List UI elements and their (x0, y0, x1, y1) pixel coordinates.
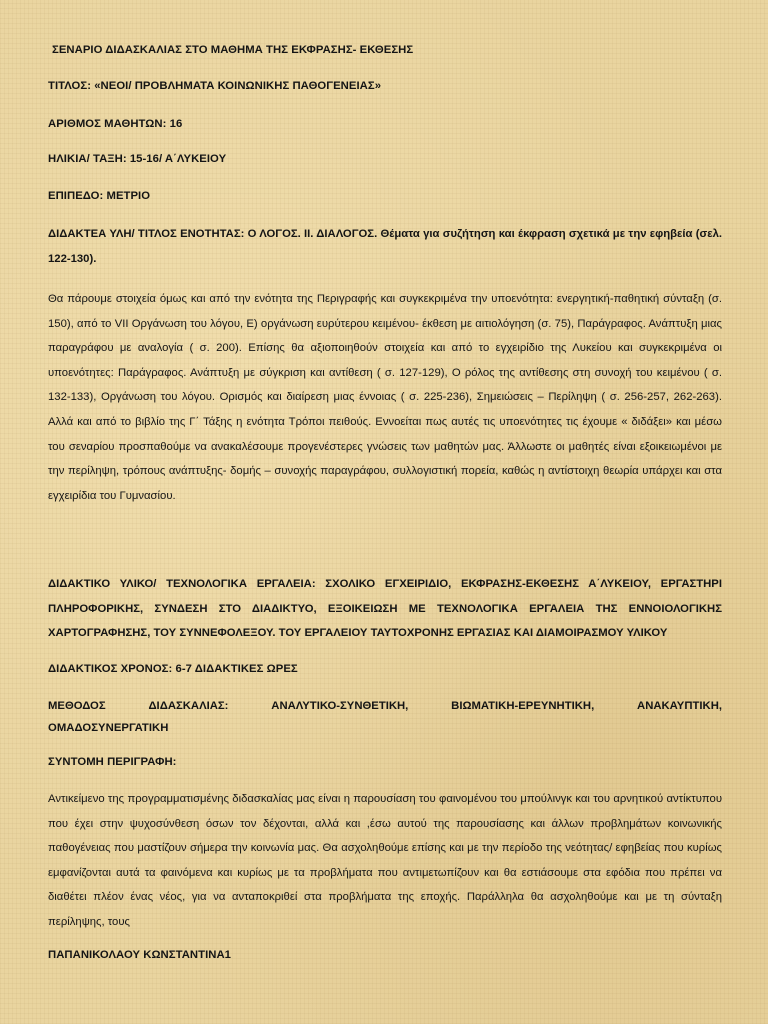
method-group: ΟΜΑΔΟΣΥΝΕΡΓΑΤΙΚΗ (48, 722, 169, 734)
material-section: ΔΙΔΑΚΤΕΑ ΥΛΗ/ ΤΙΤΛΟΣ ΕΝΟΤΗΤΑΣ: Ο ΛΟΓΟΣ. ΙΙ. ΔΙΑΛΟΓΟΣ. Θέματα για συζήτηση και έκφραση σχετικά με την εφηβεία (σελ. 122-130). (48, 228, 722, 265)
method-experiential: ΒΙΩΜΑΤΙΚΗ-ΕΡΕΥΝΗΤΙΚΗ, (451, 700, 595, 712)
level-line: ΕΠΙΠΕΔΟ: ΜΕΤΡΙΟ (48, 190, 151, 202)
body-paragraph: Θα πάρουμε στοιχεία όμως και από την ενότητα της Περιγραφής και συγκεκριμένα την υποενότητα: ενεργητική-παθητική σύνταξη (σ. 150), από το VII Οργάνωση του λόγου, Ε) οργάνωση ευρύτερου κειμένου- έκθεση με αιτιολόγηση (σ. 75), Παράγραφος. Ανάπτυξη μιας παραγράφου με αναλογία ( σ. 200). Επίσης θα αξιοποιηθούν στοιχεία και από το εγχειρίδιο της Λυκείου και συγκεκριμένα οι υποενότητες: Παράγραφος. Ανάπτυξη με σύγκριση και αντίθεση ( σ. 127-129), Ο ρόλος της αντίθεσης στη συνοχή του κειμένου ( σ. 132-133), Οργάνωση του λόγου. Ορισμός και διαίρεση μιας έννοιας ( σ. 225-236), Σημειώσεις – Περίληψη ( σ. 256-257, 262-263). Αλλά και από το βιβλίο της Γ΄ Τάξης η ενότητα Τρόποι πειθούς. Εννοείται πως αυτές τις υποενότητες τις έχουμε « διδάξει» και μέσω του σεναρίου προσπαθούμε να ανακαλέσουμε προγενέστερες γνώσεις των μαθητών μας. Άλλωστε οι μαθητές είναι εξοικειωμένοι με την περίληψη, τρόπους ανάπτυξης- δομής – συνοχής παραγράφου, συλλογιστική πορεία, καθώς η αντίστοιχη θεωρία υπάρχει και στα εγχειρίδια του Γυμνασίου. (48, 293, 722, 502)
title-line: ΤΙΤΛΟΣ: «ΝΕΟΙ/ ΠΡΟΒΛΗΜΑΤΑ ΚΟΙΝΩΝΙΚΗΣ ΠΑΘΟΓΕΝΕΙΑΣ» (48, 80, 382, 92)
students-line: ΑΡΙΘΜΟΣ ΜΑΘΗΤΩΝ: 16 (48, 118, 183, 130)
short-description-label: ΣΥΝΤΟΜΗ ΠΕΡΙΓΡΑΦΗ: (48, 756, 177, 768)
method-label-2: ΔΙΔΑΣΚΑΛΙΑΣ: (148, 700, 229, 712)
short-description-paragraph: Αντικείμενο της προγραμματισμένης διδασκαλίας μας είναι η παρουσίαση του φαινομένου του μπούλινγκ και του αρνητικού αντίκτυπου που έχει στην ψυχοσύνθεση όσων τον δέχονται, αλλά και ,έσω αυτού της παρουσίασης και άλλων προβλημάτων κοινωνικής παθογένειας που μαστίζουν σήμερα την κοινωνία μας. Θα ασχοληθούμε επίσης και με την περίοδο της νεότητας/ εφηβείας που κυρίως εμφανίζονται αυτά τα φαινόμενα και κυρίως με τα προβλήματα που αντιμετωπίζουν και θα εστιάσουμε στα εφόδια που πρέπει να διαθέτει πλέον ένας νέος, για να ανταποκριθεί στα προβλήματα της εποχής. Παράλληλα θα ασχοληθούμε και με τη σύνταξη περίληψης, τους (48, 793, 722, 928)
scenario-title: ΣΕΝΑΡΙΟ ΔΙΔΑΣΚΑΛΙΑΣ ΣΤΟ ΜΑΘΗΜΑ ΤΗΣ ΕΚΦΡΑΣΗΣ- ΕΚΘΕΣΗΣ (52, 44, 414, 56)
document-page (48, 0, 722, 1024)
teaching-materials: ΔΙΔΑΚΤΙΚΟ ΥΛΙΚΟ/ ΤΕΧΝΟΛΟΓΙΚΑ ΕΡΓΑΛΕΙΑ: ΣΧΟΛΙΚΟ ΕΓΧΕΙΡΙΔΙΟ, ΕΚΦΡΑΣΗΣ-ΕΚΘΕΣΗΣ Α΄ΛΥΚΕΙΟΥ, ΕΡΓΑΣΤΗΡΙ ΠΛΗΡΟΦΟΡΙΚΗΣ, ΣΥΝΔΕΣΗ ΣΤΟ ΔΙΑΔΙΚΤΥΟ, ΕΞΟΙΚΕΙΩΣΗ ΜΕ ΤΕΧΝΟΛΟΓΙΚΑ ΕΡΓΑΛΕΙΑ ΤΗΣ ΕΝΝΟΙΟΛΟΓΙΚΗΣ ΧΑΡΤΟΓΡΑΦΗΣΗΣ, ΤΟΥ ΣΥΝΝΕΦΟΛΕΞΟΥ. ΤΟΥ ΕΡΓΑΛΕΙΟΥ ΤΑΥΤΟΧΡΟΝΗΣ ΕΡΓΑΣΙΑΣ ΚΑΙ ΔΙΑΜΟΙΡΑΣΜΟΥ ΥΛΙΚΟΥ (48, 578, 722, 640)
footer-author: ΠΑΠΑΝΙΚΟΛΑΟΥ ΚΩΝΣΤΑΝΤΙΝΑ1 (48, 949, 232, 961)
method-analytic: ΑΝΑΛΥΤΙΚΟ-ΣΥΝΘΕΤΙΚΗ, (271, 700, 409, 712)
age-line: ΗΛΙΚΙΑ/ ΤΑΞΗ: 15-16/ Α΄ΛΥΚΕΙΟΥ (48, 153, 227, 165)
method-row (48, 700, 722, 712)
method-discovery: ΑΝΑΚΑΥΠΤΙΚΗ, (637, 700, 722, 712)
teaching-time: ΔΙΔΑΚΤΙΚΟΣ ΧΡΟΝΟΣ: 6-7 ΔΙΔΑΚΤΙΚΕΣ ΩΡΕΣ (48, 663, 298, 675)
method-label: ΜΕΘΟΔΟΣ (48, 700, 106, 712)
